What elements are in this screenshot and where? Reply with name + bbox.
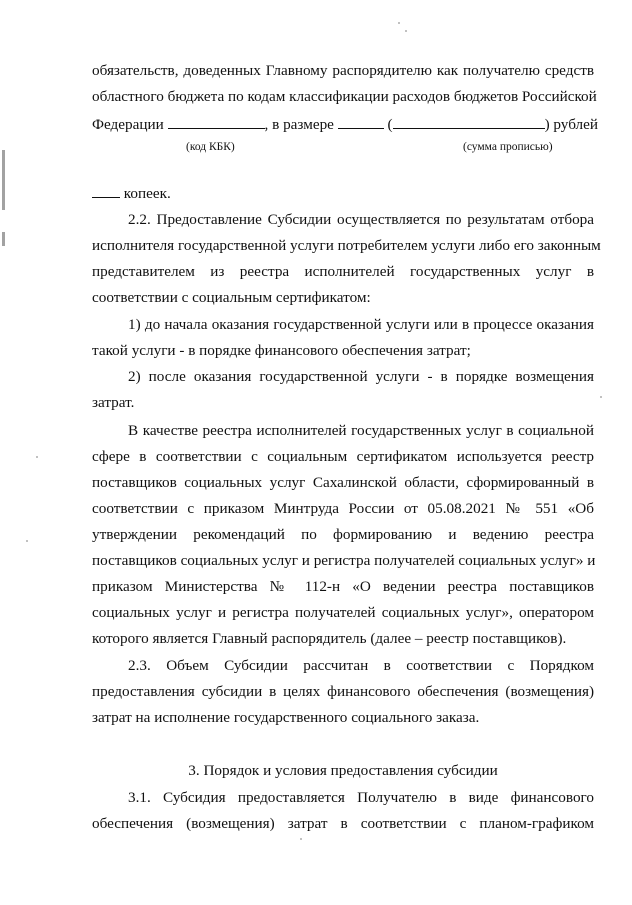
open-paren: ( <box>387 116 393 133</box>
kopecks-line <box>92 184 594 203</box>
scan-edge-mark <box>2 150 5 210</box>
list-item-2-line: 2) после оказания государственной услуги - в порядке возмещения <box>128 368 594 385</box>
amount-line <box>92 115 598 134</box>
registry-paragraph-line: приказом Министерства № 112-н «О ведении реестра поставщиков <box>92 578 594 595</box>
paragraph-2-3-line: затрат на исполнение государственного социального заказа. <box>92 709 480 726</box>
paragraph-2-2-line: исполнителя государственной услуги потребителем услуги либо его законным <box>92 237 601 254</box>
list-item-2-line: затрат. <box>92 394 135 411</box>
registry-paragraph-line: соответствии с приказом Минтруда России от 05.08.2021 № 551 «Об <box>92 500 594 517</box>
amount-blank <box>338 115 384 129</box>
kopecks-blank <box>92 184 120 198</box>
scan-speck <box>600 396 602 398</box>
registry-paragraph-line: В качестве реестра исполнителей государственных услуг в социальной <box>128 422 594 439</box>
sum-caption: (сумма прописью) <box>463 141 553 153</box>
paragraph-2-2-line: представителем из реестра исполнителей государственных услуг в <box>92 263 594 280</box>
amount-words-blank <box>393 115 545 129</box>
scan-speck <box>26 540 28 542</box>
amount-label: , в размере <box>264 116 334 133</box>
registry-paragraph-line: социальных услуг и регистра получателей социальных услуг», оператором <box>92 604 594 621</box>
scan-speck <box>300 838 302 840</box>
paragraph-2-2-line: соответствии с социальным сертификатом: <box>92 289 371 306</box>
scan-speck <box>405 30 407 32</box>
paragraph-2-3-line: 2.3. Объем Субсидии рассчитан в соответствии с Порядком <box>128 657 594 674</box>
registry-paragraph-line: утверждении рекомендаций по формированию и ведению реестра <box>92 526 594 543</box>
section-3-heading: 3. Порядок и условия предоставления субсидии <box>188 762 498 779</box>
registry-paragraph-line: сфере в соответствии с социальным сертификатом используется реестр <box>92 448 594 465</box>
kbk-caption: (код КБК) <box>186 141 235 153</box>
registry-paragraph-line: поставщиков социальных услуг Сахалинской области, сформированный в <box>92 474 594 491</box>
paragraph-2-2-line: 2.2. Предоставление Субсидии осуществляется по результатам отбора <box>128 211 594 228</box>
kbk-blank <box>168 115 265 129</box>
paragraph-2-3-line: предоставления субсидии в целях финансового обеспечения (возмещения) <box>92 683 594 700</box>
federation-label: Федерации <box>92 116 164 133</box>
list-item-1-line: 1) до начала оказания государственной услуги или в процессе оказания <box>128 316 594 333</box>
paragraph-3-1-line: обеспечения (возмещения) затрат в соответствии с планом-графиком <box>92 815 594 832</box>
scan-edge-mark <box>2 232 5 246</box>
scan-speck <box>36 456 38 458</box>
body-line: областного бюджета по кодам классификации расходов бюджетов Российской <box>92 88 597 105</box>
body-line: обязательств, доведенных Главному распорядителю как получателю средств <box>92 62 594 79</box>
paragraph-3-1-line: 3.1. Субсидия предоставляется Получателю в виде финансового <box>128 789 594 806</box>
scan-speck <box>398 22 400 24</box>
kopecks-label: копеек. <box>123 185 171 202</box>
registry-paragraph-line: которого является Главный распорядитель (далее – реестр поставщиков). <box>92 630 567 647</box>
rubles-label: ) рублей <box>544 116 598 133</box>
list-item-1-line: такой услуги - в порядке финансового обеспечения затрат; <box>92 342 471 359</box>
registry-paragraph-line: поставщиков социальных услуг и регистра получателей социальных услуг» и <box>92 552 596 569</box>
